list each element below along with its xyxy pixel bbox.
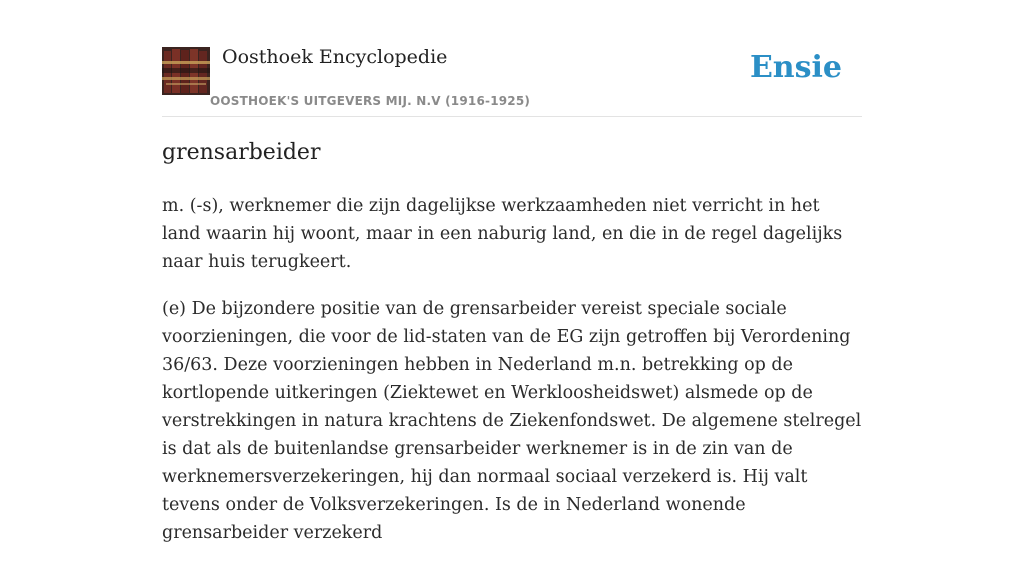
source-header xyxy=(162,46,862,117)
brand-logo[interactable]: Ensie xyxy=(749,50,842,85)
entry-body xyxy=(162,192,862,566)
entry-title: grensarbeider xyxy=(162,140,321,165)
entry-paragraph: m. (-s), werknemer die zijn dagelijkse werkzaamheden niet verricht in het land waarin hij woont, maar in een naburig land, en die in de regel dagelijks naar huis terugkeert. xyxy=(162,196,843,272)
source-title[interactable]: Oosthoek Encyclopedie xyxy=(222,46,448,68)
entry-paragraph: (e) De bijzondere positie van de grensarbeider vereist speciale sociale voorzieningen, die voor de lid-staten van de EG zijn getroffen bij Verordening 36/63. Deze voorzieningen hebben in Nederland m.n. betrekking op de kortlopende uitkeringen (Ziektewet en Werkloosheidswet) alsmede op de verstrekkingen in natura krachtens de Ziekenfondswet. De algemene stelregel is dat als de buitenlandse grensarbeider werknemer is in de zin van de werknemersverzekeringen, hij dan normaal sociaal verzekerd is. Hij valt tevens onder de Volksverzekeringen. Is de in Nederland wonende grensarbeider verzekerd xyxy=(162,299,862,543)
encyclopedia-books-icon[interactable] xyxy=(162,47,210,95)
publisher-label: OOSTHOEK'S UITGEVERS MIJ. N.V (1916-1925) xyxy=(210,94,531,108)
